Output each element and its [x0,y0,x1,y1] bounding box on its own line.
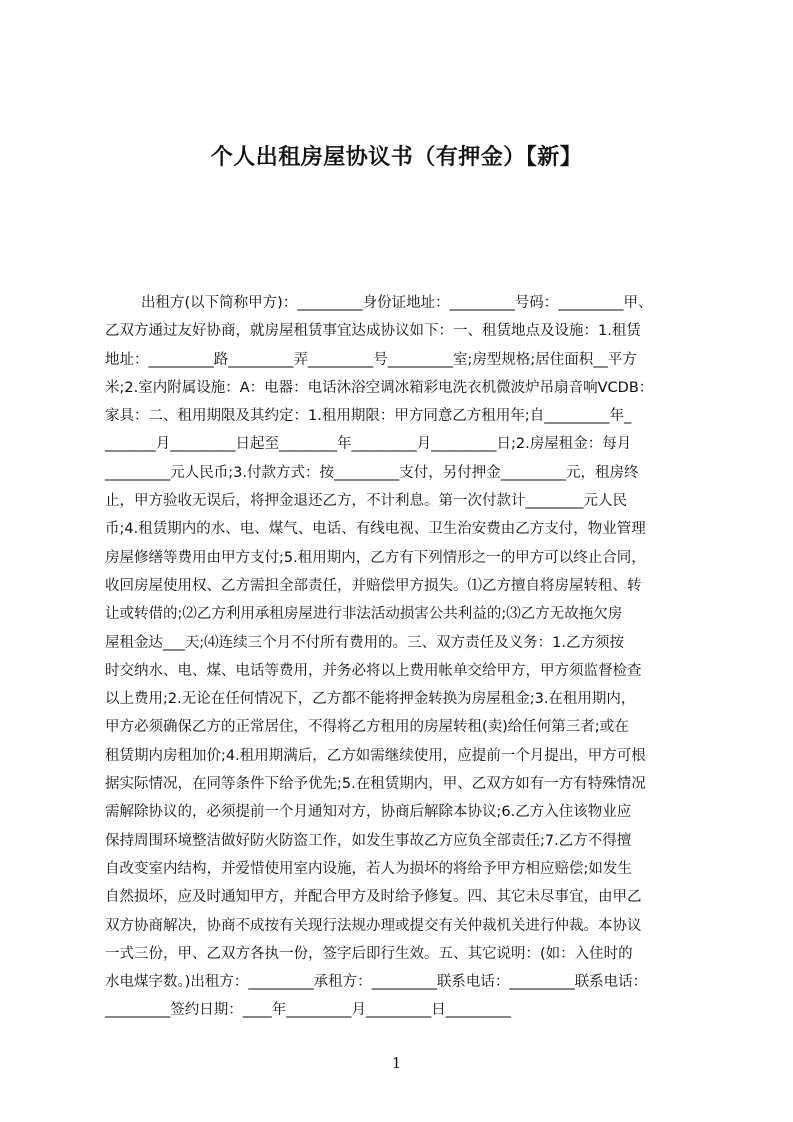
body-line: 屋租金达___天;⑷连续三个月不付所有费用的。三、双方责任及义务：1.乙方须按 [105,634,624,651]
body-line: 以上费用;2.无论在任何情况下，乙方都不能将押金转换为房屋租金;3.在租用期内， [105,691,636,708]
body-line: 水电煤字数。)出租方：_________承租方：_________联系电话：_________联系电话： [105,974,648,991]
body-line: 一式三份，甲、乙双方各执一份，签字后即行生效。五、其它说明：(如：入住时的 [105,945,633,962]
body-line: 租赁期内房租加价;4.租用期满后，乙方如需继续使用，应提前一个月提出，甲方可根 [105,747,646,764]
body-line: 房屋修缮等费用由甲方支付;5.租用期内，乙方有下列情形之一的甲方可以终止合同， [105,549,646,566]
body-line: 自改变室内结构，并爱惜使用室内设施，若人为损坏的将给予甲方相应赔偿;如发生 [105,860,632,877]
body-line: 家具：二、租用期限及其约定：1.租用期限：甲方同意乙方租用年;自_________年_ [105,408,632,425]
body-line: 自然损坏，应及时通知甲方，并配合甲方及时给予修复。四、其它未尽事宜，由甲乙 [105,889,642,906]
body-line: _______月_________日起至________年_________月_________日;2.房屋租金：每月 [105,436,632,453]
body-line: 让或转借的;⑵乙方利用承租房屋进行非法活动损害公共利益的;⑶乙方无故拖欠房 [105,606,623,623]
body-line: _________元人民币;3.付款方式：按_________支付，另付押金_________元，租房终 [105,464,639,481]
body-line: 据实际情况，在同等条件下给予优先;5.在租赁期内，甲、乙双方如有一方有特殊情况 [105,776,646,793]
body-line: 甲方必须确保乙方的正常居住，不得将乙方租用的房屋转租(卖)给任何第三者;或在 [105,719,629,736]
body-line: 米;2.室内附属设施：A：电器：电话沐浴空调冰箱彩电洗衣机微波炉吊扇音响VCDB： [105,379,654,396]
body-line: 出租方(以下简称甲方)：_________身份证地址：_________号码：_________甲、 [141,295,653,311]
body-line: _________签约日期：____年_________月_________日_________ [105,1002,511,1019]
body-line: 双方协商解决，协商不成按有关现行法规办理或提交有关仲裁机关进行仲裁。本协议 [105,917,642,934]
body-line: 乙双方通过友好协商，就房屋租赁事宜达成协议如下：一、租赁地点及设施：1.租赁 [105,323,641,340]
body-line: 币;4.租赁期内的水、电、煤气、电话、有线电视、卫生治安费由乙方支付，物业管理 [105,521,646,538]
document-title: 个人出租房屋协议书（有押金）【新】 [210,145,583,170]
body-line: 收回房屋使用权、乙方需担全部责任，并赔偿甲方损失。⑴乙方擅自将房屋转租、转 [105,577,642,594]
page-number: 1 [391,1054,402,1072]
body-line: 保持周围环境整洁做好防火防盗工作，如发生事故乙方应负全部责任;7.乙方不得擅 [105,832,632,849]
body-line: 需解除协议的，必须提前一个月通知对方，协商后解除本协议;6.乙方入住该物业应 [105,804,632,821]
body-line: 止，甲方验收无误后，将押金退还乙方，不计利息。第一次付款计________元人民 [105,493,627,510]
body-line: 时交纳水、电、煤、电话等费用，并务必将以上费用帐单交给甲方，甲方须监督检查 [105,662,642,679]
agreement-body [105,289,697,1019]
body-line: 地址：_________路_________弄_________号_________室;房型规格;居住面积__平方 [105,351,637,368]
